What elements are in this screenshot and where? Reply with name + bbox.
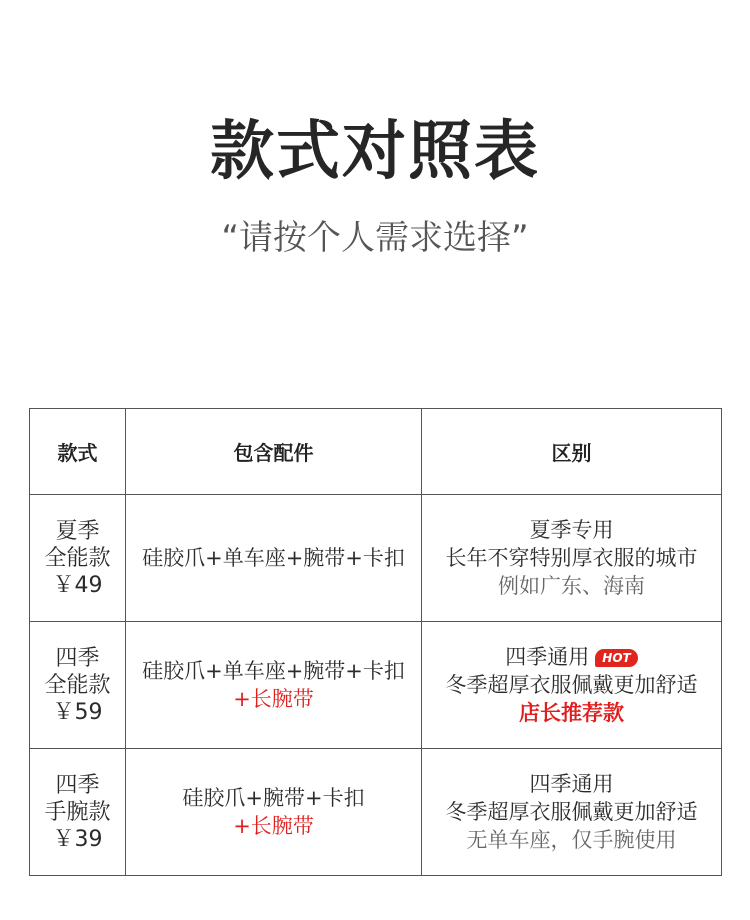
table-row [30, 622, 722, 749]
difference-cell [422, 749, 722, 876]
parts-extra: +长腕带 [233, 814, 314, 838]
table-row [30, 495, 722, 622]
parts-list: 硅胶爪+腕带+卡扣 [182, 786, 365, 810]
model-price: ￥39 [52, 826, 103, 852]
model-cell [30, 622, 126, 749]
difference-note: 例如广东、海南 [498, 574, 645, 598]
model-price: ￥49 [52, 572, 103, 598]
header-difference: 区别 [422, 409, 722, 495]
model-price: ￥59 [52, 699, 103, 725]
difference-line: 四季通用 [529, 772, 614, 796]
parts-list: 硅胶爪+单车座+腕带+卡扣 [142, 546, 405, 570]
page-subtitle: “请按个人需求选择” [221, 218, 529, 258]
difference-line-text: 四季通用 [505, 645, 590, 669]
model-type: 全能款 [44, 672, 111, 698]
difference-line: 长年不穿特别厚衣服的城市 [445, 546, 698, 570]
parts-extra: +长腕带 [233, 687, 314, 711]
difference-line: 夏季专用 [529, 518, 614, 542]
model-type: 手腕款 [44, 799, 111, 825]
comparison-table [29, 408, 722, 876]
difference-note: 店长推荐款 [519, 701, 624, 725]
model-season: 四季 [55, 645, 100, 671]
parts-cell [126, 495, 422, 622]
model-type: 全能款 [44, 545, 111, 571]
header-model: 款式 [30, 409, 126, 495]
parts-list: 硅胶爪+单车座+腕带+卡扣 [142, 659, 405, 683]
model-cell [30, 495, 126, 622]
page-title: 款式对照表 [210, 115, 540, 189]
model-season: 四季 [55, 772, 100, 798]
model-cell [30, 749, 126, 876]
difference-cell [422, 495, 722, 622]
parts-cell [126, 749, 422, 876]
table-header-row [30, 409, 722, 495]
header-parts: 包含配件 [126, 409, 422, 495]
difference-line: 冬季超厚衣服佩戴更加舒适 [445, 673, 698, 697]
hot-badge: HOT [595, 649, 637, 667]
model-season: 夏季 [55, 518, 100, 544]
difference-line: 冬季超厚衣服佩戴更加舒适 [445, 800, 698, 824]
difference-line [422, 643, 721, 671]
table-row [30, 749, 722, 876]
difference-note: 无单车座，仅手腕使用 [466, 828, 677, 852]
parts-cell [126, 622, 422, 749]
difference-cell [422, 622, 722, 749]
